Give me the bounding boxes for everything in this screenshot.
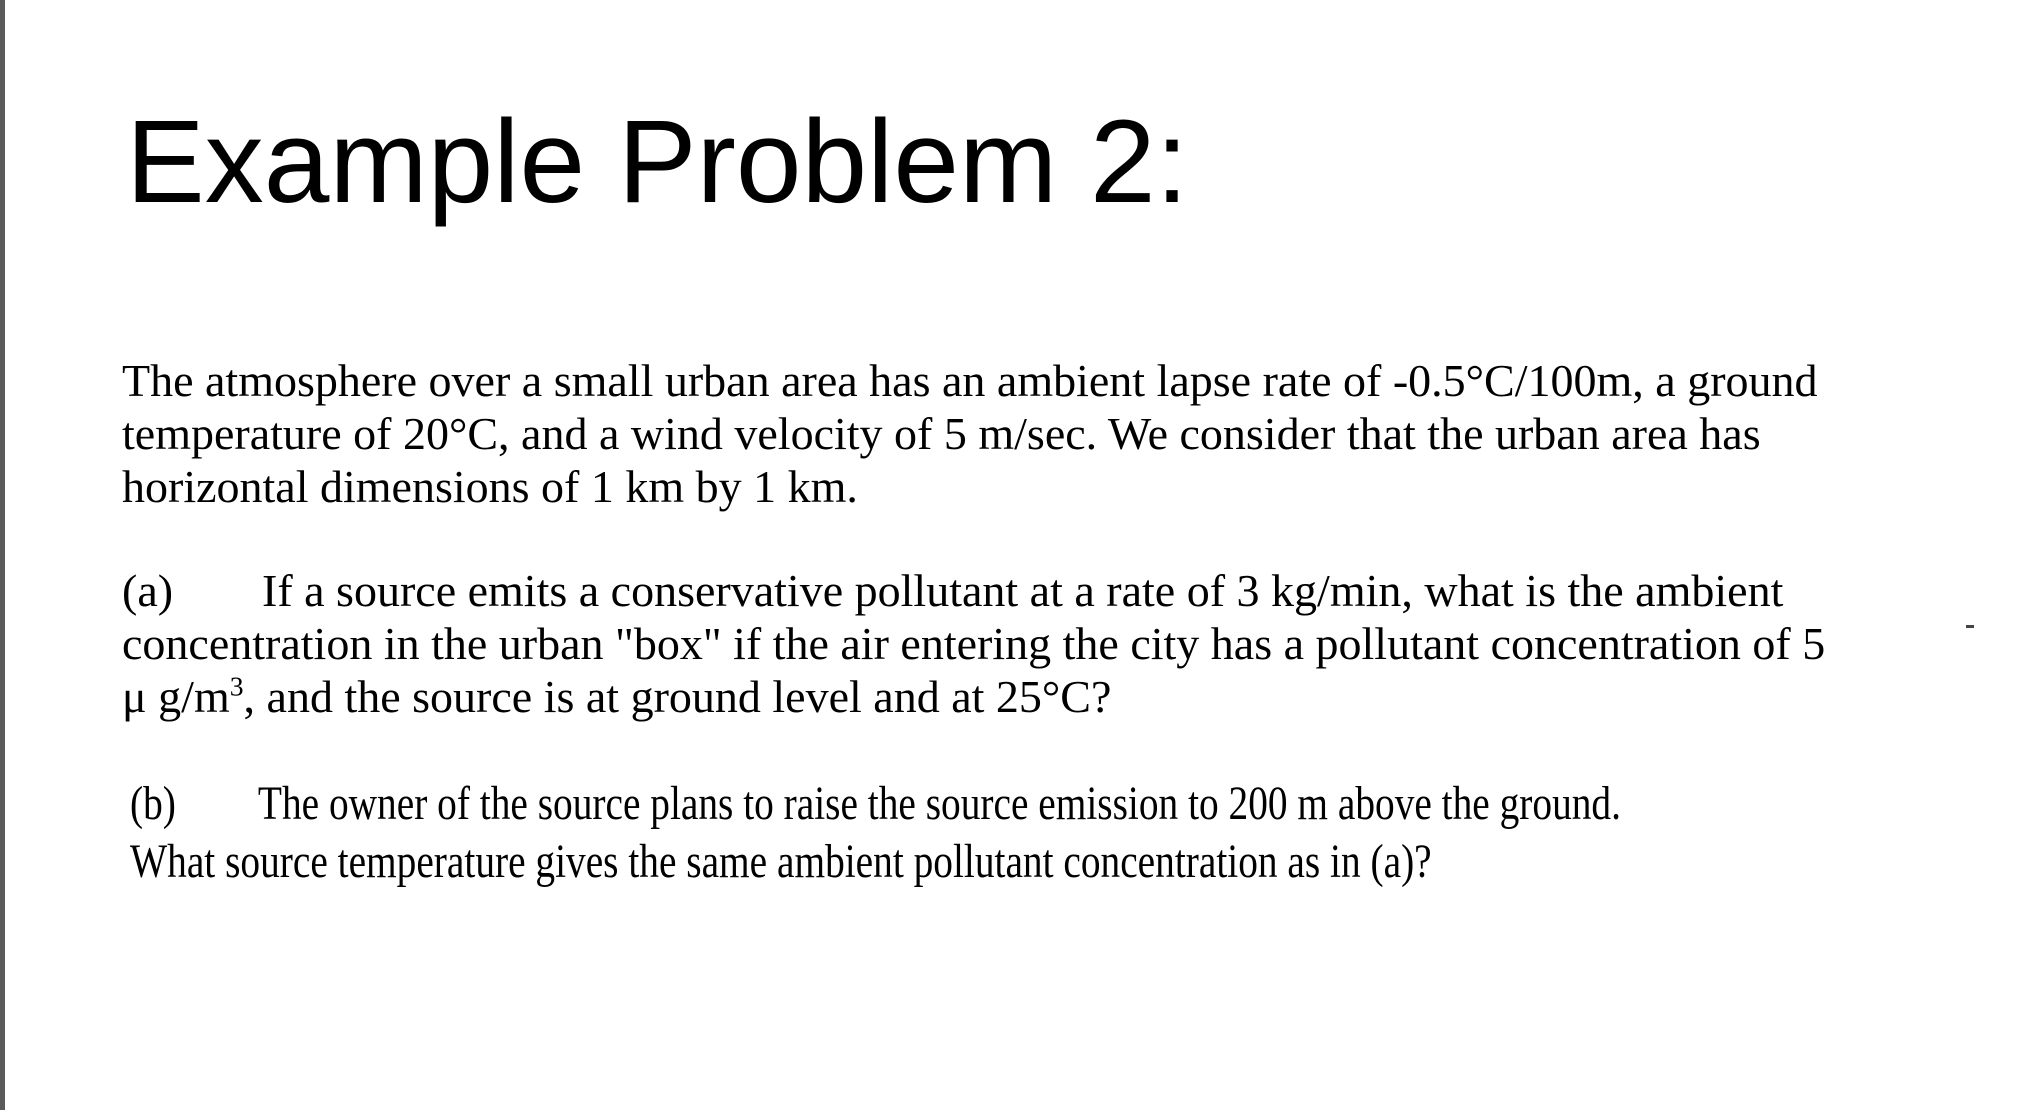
question-b-text-1: The owner of the source plans to raise the source emission to 200 m above the ground. [257,777,1621,830]
question-a-line-2: concentration in the urban "box" if the air entering the city has a pollutant concentration of 5 [122,618,1826,669]
question-b-label: (b) [130,777,176,830]
intro-line-1: The atmosphere over a small urban area has an ambient lapse rate of -0.5°C/100m, a ground [122,355,1818,406]
question-b-line-1 [130,775,1621,833]
question-a-label: (a) [122,565,174,616]
question-b [130,775,1621,891]
intro-line-3: horizontal dimensions of 1 km by 1 km. [122,461,858,512]
question-a-text-3: , and the source is at ground level and at 25°C? [243,671,1112,722]
question-a-exponent: 3 [229,670,244,702]
question-a-line-3 [122,670,1922,723]
page-title: Example Problem 2: [126,96,1189,228]
question-a-unit: μ g/m [122,671,230,722]
intro-line-2: temperature of 20°C, and a wind velocity of 5 m/sec. We consider that the urban area has [122,408,1761,459]
question-a-line-1 [122,564,1922,617]
question-a [122,564,1922,723]
question-a-text-1: If a source emits a conservative pollutant at a rate of 3 kg/min, what is the ambient [262,565,1784,616]
problem-intro [122,354,1922,513]
left-border [0,0,5,1110]
question-b-line-2: What source temperature gives the same ambient pollutant concentration as in (a)? [130,835,1432,888]
stray-mark [1966,625,1974,628]
